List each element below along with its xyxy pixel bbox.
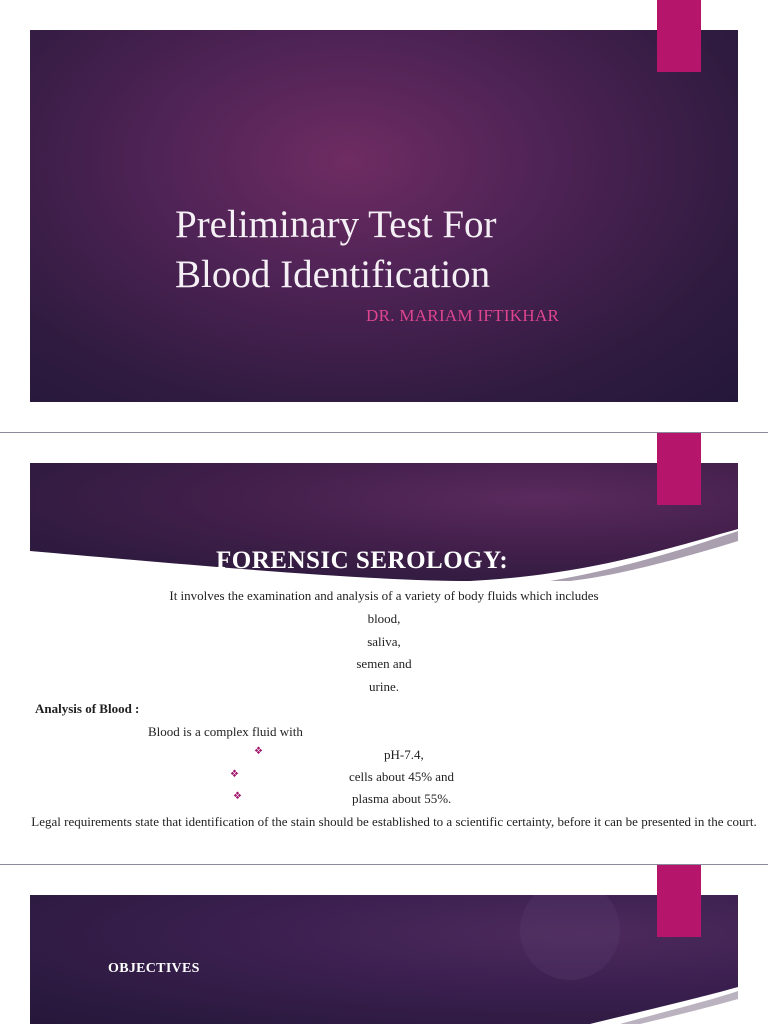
diamond-bullet-icon: ❖ <box>230 769 239 780</box>
analysis-label: Analysis of Blood : <box>35 701 140 716</box>
accent-tab <box>657 865 701 937</box>
slide-header <box>30 463 738 581</box>
slide-heading: FORENSIC SEROLOGY: <box>216 547 509 574</box>
slide-heading: OBJECTIVES <box>108 961 200 976</box>
legal-note: Legal requirements state that identification of the stain should be established to a scientific certainty, before it can be presented in the court. <box>31 814 757 829</box>
slide-author: DR. MARIAM IFTIKHAR <box>366 306 560 325</box>
accent-tab <box>657 0 701 72</box>
analysis-intro: Blood is a complex fluid with <box>148 724 303 739</box>
header-curve <box>30 895 738 1024</box>
intro-text: It involves the examination and analysis of a variety of body fluids which includes <box>169 588 599 603</box>
forensic-serology-slide <box>0 433 768 863</box>
slide-title <box>175 200 695 300</box>
bullet-text: pH-7.4, <box>384 747 424 762</box>
bullet-text: plasma about 55%. <box>352 791 452 806</box>
title-line-1: Preliminary Test For <box>175 203 497 246</box>
objectives-slide <box>0 865 768 1024</box>
bullet-text: cells about 45% and <box>349 769 455 784</box>
slide-header <box>30 895 738 1024</box>
diamond-bullet-icon: ❖ <box>233 791 242 802</box>
title-slide <box>0 0 768 420</box>
title-line-2: Blood Identification <box>175 253 491 296</box>
fluid-item: blood, <box>367 611 401 626</box>
fluid-item: semen and <box>356 656 412 671</box>
fluid-item: urine. <box>369 679 399 694</box>
fluid-item: saliva, <box>367 634 401 649</box>
accent-tab <box>657 433 701 505</box>
diamond-bullet-icon: ❖ <box>254 746 263 757</box>
